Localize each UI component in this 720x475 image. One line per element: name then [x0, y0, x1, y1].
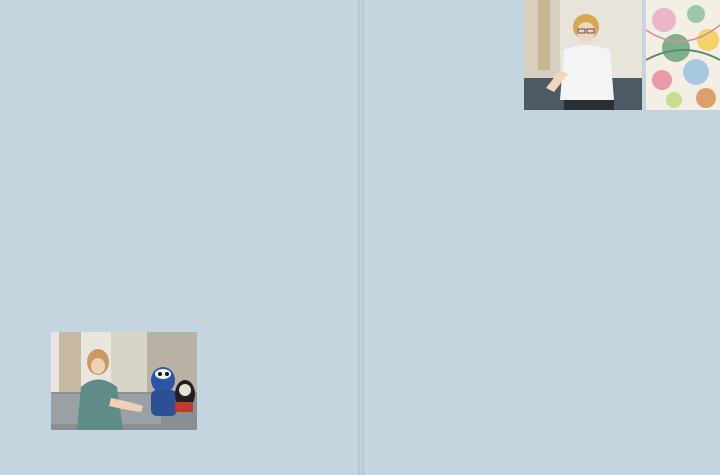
painting-artwork-image — [646, 0, 720, 110]
painting-artwork — [646, 0, 720, 110]
photo-yamashita — [51, 332, 197, 430]
photo-caption — [690, 126, 712, 376]
photo-yoshiie-image — [524, 0, 642, 110]
page-gutter — [358, 0, 364, 475]
photo-yamashita-image — [51, 332, 197, 430]
photo-yoshiie — [524, 0, 642, 110]
